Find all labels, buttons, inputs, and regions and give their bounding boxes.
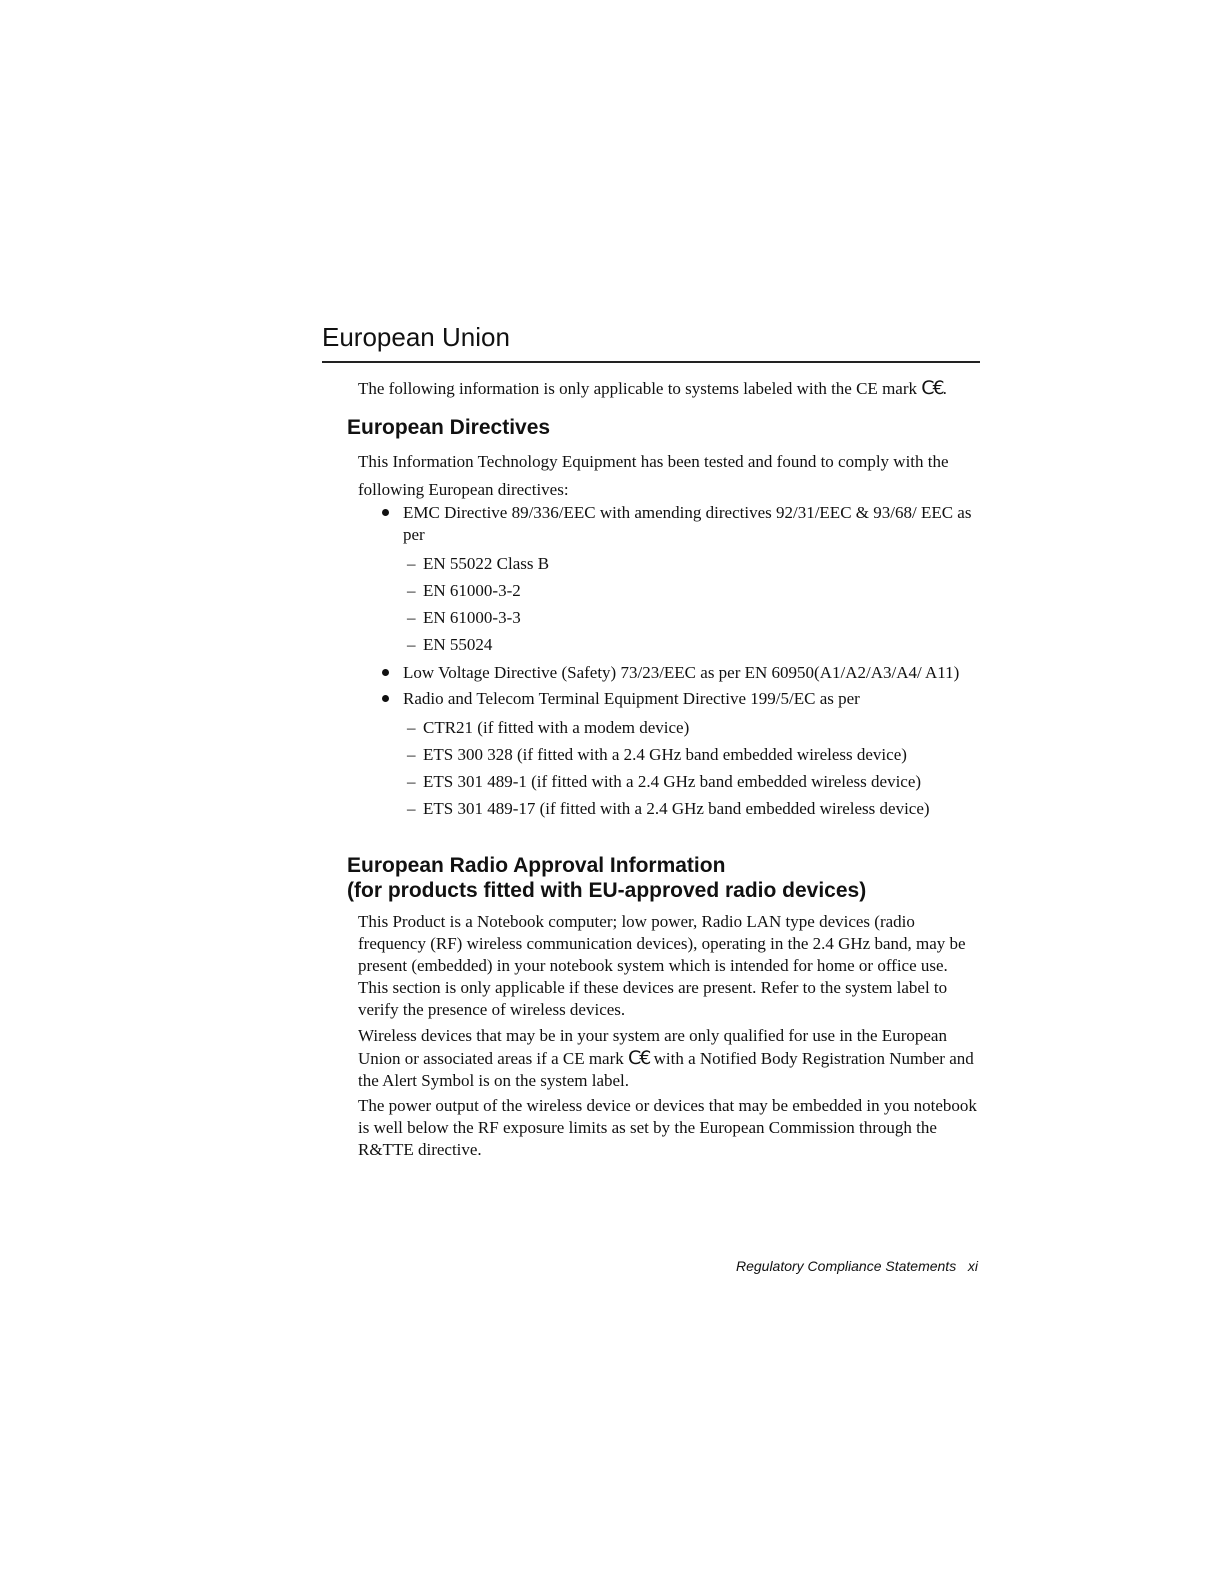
standard-item [403,631,983,658]
directives-intro: This Information Technology Equipment has been tested and found to comply with the following European directives: [358,452,949,499]
standard-text: ETS 301 489-1 (if fitted with a 2.4 GHz band embedded wireless device) [423,772,922,791]
standard-text: EN 61000-3-3 [423,608,521,627]
section-title: European Union [322,322,510,352]
standard-text: ETS 300 328 (if fitted with a 2.4 GHz band embedded wireless device) [423,745,907,764]
standards-list [403,550,983,658]
standard-item [403,768,983,795]
radio-paragraph-3: The power output of the wireless device or devices that may be embedded in you notebook is well below the RF exposure limits as set by the European Commission through the R&TTE directive. [358,1096,977,1159]
ce-mark-icon: C€ [921,377,943,399]
radio-paragraph-2 [358,1025,980,1092]
radio-paragraph-1: This Product is a Notebook computer; low power, Radio LAN type devices (radio frequency (RF) wireless communication devices), operating in the 2.4 GHz band, may be present (embedded) in your notebook system which is intended for home or office use. This section is only applicable if these devices are present. Refer to the system label to verify the presence of wireless devices. [358,912,966,1019]
page-footer [600,1258,978,1274]
dash-icon: – [407,581,416,600]
standard-text: ETS 301 489-17 (if fitted with a 2.4 GHz band embedded wireless device) [423,799,930,818]
bullet-icon [382,695,389,702]
dash-icon: – [407,635,416,654]
ce-mark-icon: C€ [628,1047,650,1069]
dash-icon: – [407,608,416,627]
dash-icon: – [407,718,416,737]
radio-heading-line1: European Radio Approval Information [347,854,726,877]
footer-text: Regulatory Compliance Statements [735,1258,957,1274]
standard-text: EN 55022 Class B [423,554,550,573]
dash-icon: – [407,554,416,573]
standard-item [403,604,983,631]
standard-text: EN 61000-3-2 [423,581,521,600]
bullet-icon [382,509,389,516]
standard-item [403,741,983,768]
directive-text: Radio and Telecom Terminal Equipment Directive 199/5/EC as per [403,689,860,708]
dash-icon: – [407,799,416,818]
standard-item [403,577,983,604]
standard-text: EN 55024 [423,635,493,654]
intro-tail: . [942,379,947,398]
standard-text: CTR21 (if fitted with a modem device) [423,718,690,737]
radio-heading-line2: (for products fitted with EU-approved radio devices) [347,879,867,902]
dash-icon: – [407,772,416,791]
standards-list [403,714,983,822]
intro-text: The following information is only applicable to systems labeled with the CE mark [358,379,917,398]
standard-item [403,550,983,577]
title-divider [322,361,980,363]
radio-p2-after: with a Notified Body Registration Number and the Alert Symbol is on the system label. [358,1049,974,1090]
bullet-icon [382,669,389,676]
radio-heading [347,853,866,903]
directive-item [358,502,983,658]
dash-icon: – [407,745,416,764]
radio-p2-before: Wireless devices that may be in your system are only qualified for use in the European Union or associated areas if a CE mark [358,1026,947,1068]
directive-text: Low Voltage Directive (Safety) 73/23/EEC as per EN 60950(A1/A2/A3/A4/ A11) [403,663,960,682]
standard-item [403,714,983,741]
directive-item [358,662,983,684]
directive-list [358,502,983,826]
directive-item [358,688,983,822]
directive-text: EMC Directive 89/336/EEC with amending directives 92/31/EEC & 93/68/ EEC as per [403,503,972,544]
page-number: xi [967,1258,978,1274]
standard-item [403,795,983,822]
directives-heading: European Directives [347,416,551,439]
intro-line [358,377,947,399]
